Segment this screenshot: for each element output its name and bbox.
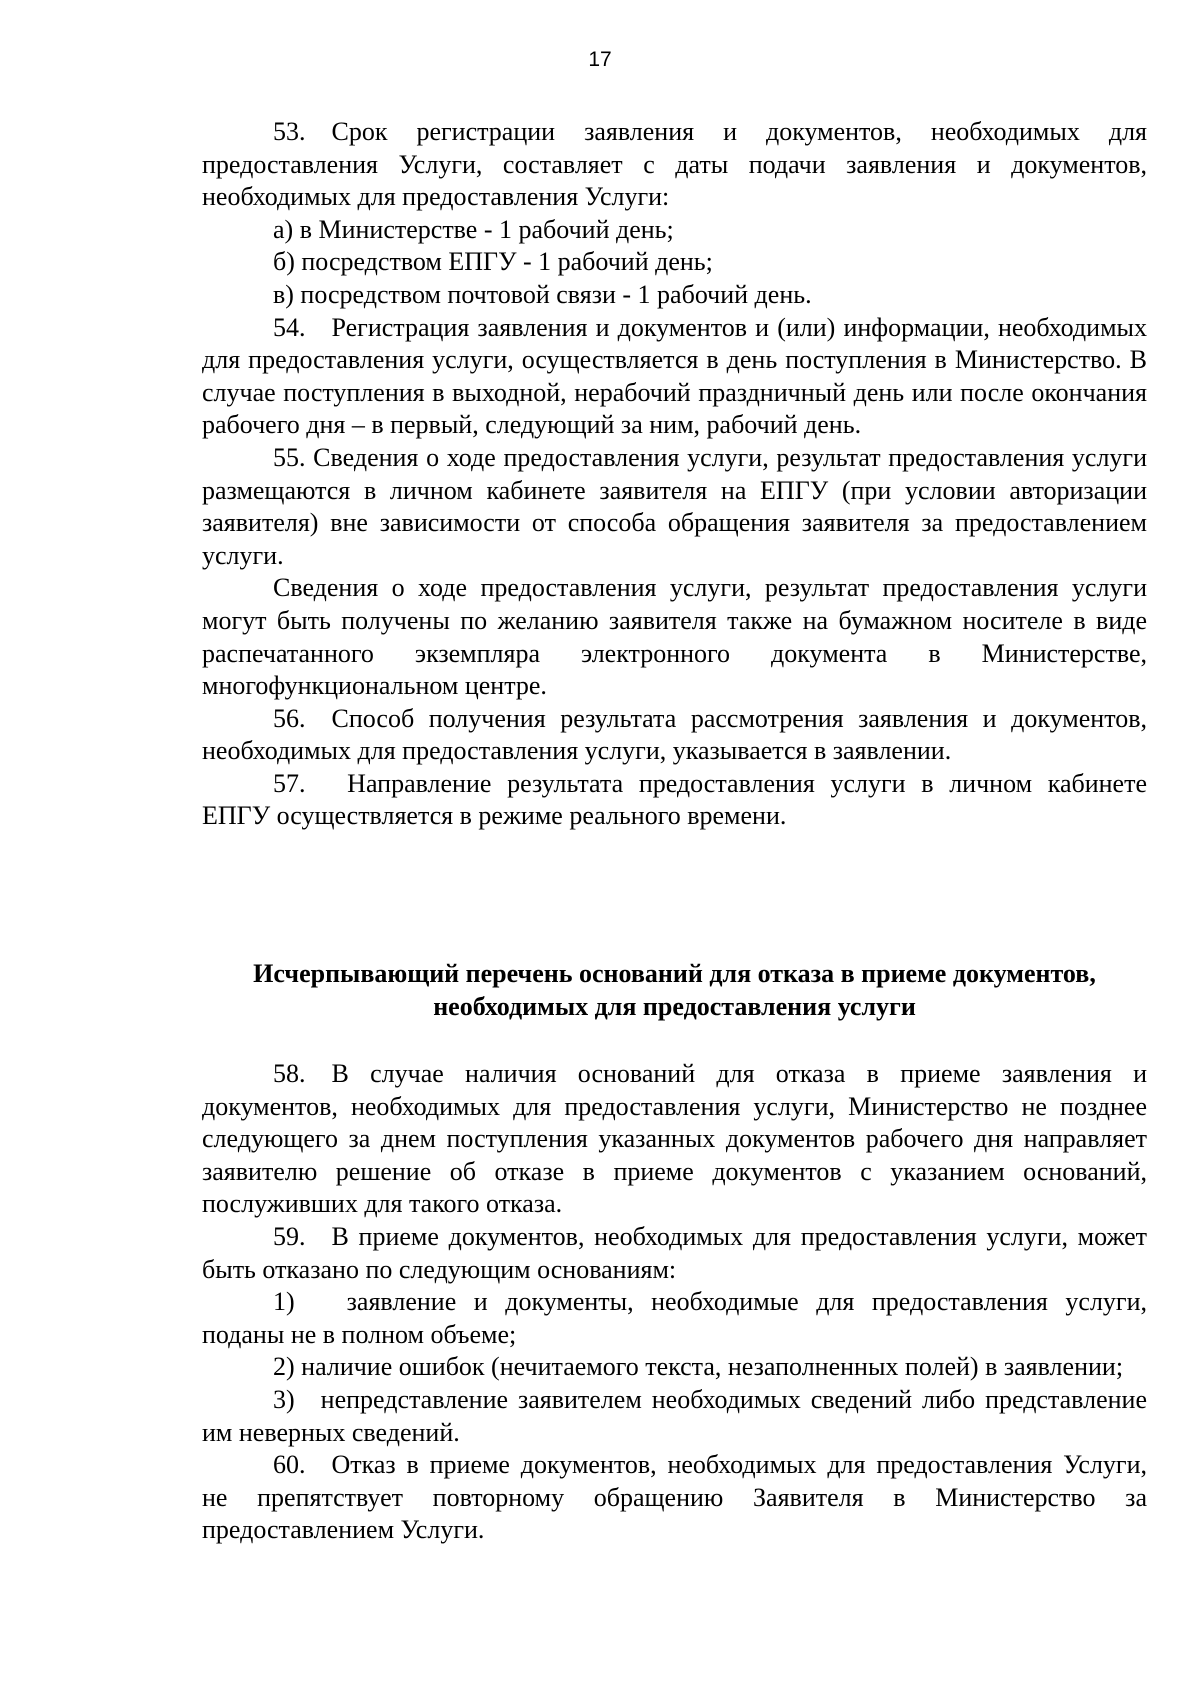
- paragraph-59: 59. В приеме документов, необходимых для предоставления услуги, может быть отказано по следующим основаниям:: [202, 1221, 1147, 1284]
- section-heading-line-1: Исчерпывающий перечень оснований для отказа в приеме документов,: [253, 959, 1096, 988]
- section-heading: [202, 958, 1147, 1023]
- section-heading-line-2: необходимых для предоставления услуги: [433, 991, 916, 1021]
- paragraph-60: 60. Отказ в приеме документов, необходимых для предоставления Услуги, не препятствует повторному обращению Заявителя в Министерство за предоставлением Услуги.: [202, 1450, 1147, 1545]
- document-body-top: [202, 116, 1147, 833]
- paragraph-55: 55. Сведения о ходе предоставления услуги, результат предоставления услуги размещаются в личном кабинете заявителя на ЕПГУ (при условии авторизации заявителя) вне зависимости от способа обращения заявителя за предоставлением услуги.: [202, 442, 1147, 570]
- paragraph-54: 54. Регистрация заявления и документов и (или) информации, необходимых для предоставления услуги, осуществляется в день поступления в Министерство. В случае поступления в выходной, нерабочий праздничный день или после окончания рабочего дня – в первый, следующий за ним, рабочий день.: [202, 312, 1147, 440]
- paragraph-53: 53. Срок регистрации заявления и документов, необходимых для предоставления Услуги, составляет с даты подачи заявления и документов, необходимых для предоставления Услуги:: [202, 117, 1147, 212]
- list-item-3: 3) непредставление заявителем необходимых сведений либо представление им неверных сведений.: [202, 1384, 1147, 1447]
- paragraph-55-continued: Сведения о ходе предоставления услуги, результат предоставления услуги могут быть получены по желанию заявителя также на бумажном носителе в виде распечатанного экземпляра электронного документа в Министерстве, многофункциональном центре.: [202, 573, 1147, 701]
- list-item-2: 2) наличие ошибок (нечитаемого текста, незаполненных полей) в заявлении;: [273, 1352, 1124, 1382]
- paragraph-56: 56. Способ получения результата рассмотрения заявления и документов, необходимых для предоставления услуги, указывается в заявлении.: [202, 703, 1147, 766]
- paragraph-58: 58. В случае наличия оснований для отказа в приеме заявления и документов, необходимых для предоставления услуги, Министерство не позднее следующего за днем поступления указанных документов рабочего дня направляет заявителю решение об отказе в приеме документов с указанием оснований, послуживших для такого отказа.: [202, 1059, 1147, 1219]
- list-item-b: б) посредством ЕПГУ - 1 рабочий день;: [273, 247, 713, 277]
- list-item-1: 1) заявление и документы, необходимые для предоставления услуги, поданы не в полном объеме;: [202, 1287, 1147, 1349]
- paragraph-57: 57. Направление результата предоставления услуги в личном кабинете ЕПГУ осуществляется в режиме реального времени.: [202, 768, 1147, 831]
- list-item-a: а) в Министерстве - 1 рабочий день;: [273, 214, 674, 244]
- document-body-bottom: [202, 1058, 1147, 1547]
- page-number: 17: [588, 48, 612, 71]
- list-item-v: в) посредством почтовой связи - 1 рабочий день.: [273, 279, 812, 309]
